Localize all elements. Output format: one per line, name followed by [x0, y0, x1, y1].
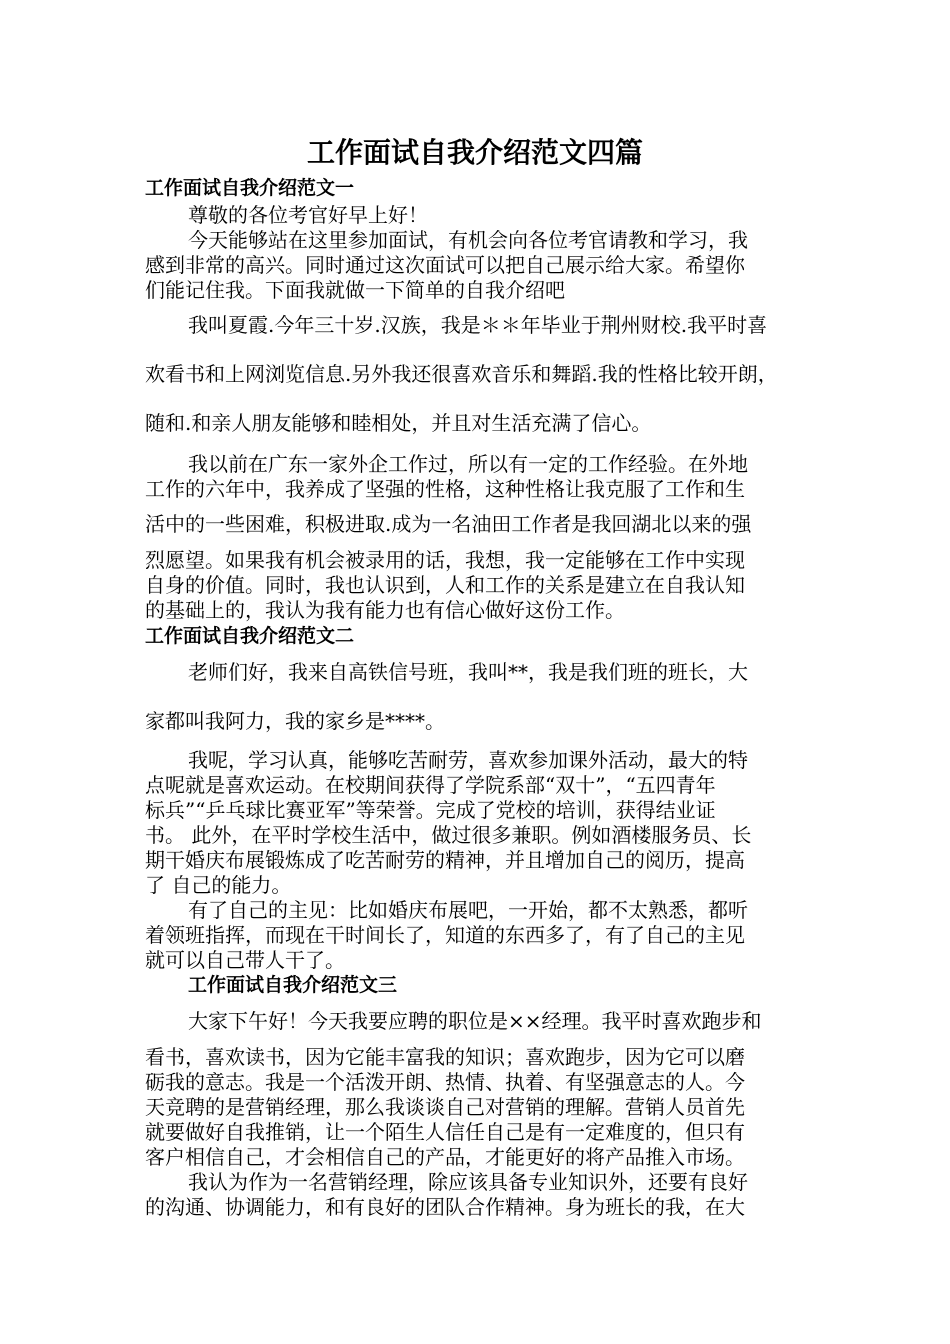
text-line: 的基础上的，我认为我有能力也有信心做好这份工作。: [145, 598, 625, 622]
text-line: 我认为作为一名营销经理，除应该具备专业知识外，还要有良好: [188, 1170, 748, 1194]
text-line: 们能记住我。下面我就做一下简单的自我介绍吧: [145, 278, 565, 302]
section-heading: 工作面试自我介绍范文三: [188, 974, 398, 996]
text-line: 客户相信自己，才会相信自己的产品，才能更好的将产品推入市场。: [145, 1145, 745, 1169]
text-line: 书。 此外，在平时学校生活中，做过很多兼职。例如酒楼服务员、长: [145, 823, 752, 847]
text-line: 家都叫我阿力，我的家乡是****。: [145, 709, 445, 733]
text-line: 点呢就是喜欢运动。在校期间获得了学院系部“双十”，“五四青年: [145, 773, 716, 797]
text-line: 工作的六年中，我养成了坚强的性格，这种性格让我克服了工作和生: [145, 477, 745, 501]
document-title: 工作面试自我介绍范文四篇: [306, 136, 643, 169]
text-line: 期干婚庆布展锻炼成了吃苦耐劳的精神，并且增加自己的阅历，提高: [145, 848, 745, 872]
text-line: 标兵”“乒乓球比赛亚军”等荣誉。完成了党校的培训，获得结业证: [145, 798, 716, 822]
text-line: 的沟通、协调能力，和有良好的团队合作精神。身为班长的我，在大: [145, 1195, 745, 1219]
text-line: 有了自己的主见：比如婚庆布展吧，一开始，都不太熟悉，都听: [188, 898, 748, 922]
text-line: 看书，喜欢读书，因为它能丰富我的知识；喜欢跑步，因为它可以磨: [145, 1045, 745, 1069]
text-line: 活中的一些困难，积极进取.成为一名油田工作者是我回湖北以来的强: [145, 512, 752, 536]
text-line: 自身的价值。同时，我也认识到，人和工作的关系是建立在自我认知: [145, 573, 745, 597]
text-line: 老师们好，我来自高铁信号班，我叫**，我是我们班的班长，大: [188, 660, 748, 684]
text-line: 感到非常的高兴。同时通过这次面试可以把自己展示给大家。希望你: [145, 253, 745, 277]
text-line: 天竞聘的是营销经理，那么我谈谈自己对营销的理解。营销人员首先: [145, 1095, 745, 1119]
text-line: 砺我的意志。我是一个活泼开朗、热情、执着、有坚强意志的人。今: [145, 1070, 745, 1094]
text-line: 欢看书和上网浏览信息.另外我还很喜欢音乐和舞蹈.我的性格比较开朗，: [145, 362, 778, 386]
text-line: 今天能够站在这里参加面试，有机会向各位考官请教和学习，我: [188, 228, 748, 252]
section-heading: 工作面试自我介绍范文二: [145, 625, 355, 647]
text-line: 我呢，学习认真，能够吃苦耐劳，喜欢参加课外活动，最大的特: [188, 748, 748, 772]
text-line: 就可以自己带人干了。: [145, 948, 345, 972]
text-line: 我以前在广东一家外企工作过，所以有一定的工作经验。在外地: [188, 452, 748, 476]
text-line: 烈愿望。如果我有机会被录用的话，我想，我一定能够在工作中实现: [145, 548, 745, 572]
text-line: 就要做好自我推销，让一个陌生人信任自己是有一定难度的，但只有: [145, 1120, 745, 1144]
text-line: 了 自己的能力。: [145, 873, 292, 897]
text-line: 着领班指挥，而现在干时间长了，知道的东西多了，有了自己的主见: [145, 923, 745, 947]
text-line: 尊敬的各位考官好早上好！: [188, 203, 428, 227]
text-line: 随和.和亲人朋友能够和睦相处，并且对生活充满了信心。: [145, 411, 652, 435]
text-line: 我叫夏霞.今年三十岁.汉族，我是＊＊年毕业于荆州财校.我平时喜: [188, 313, 768, 337]
text-line: 大家下午好！今天我要应聘的职位是××经理。我平时喜欢跑步和: [188, 1009, 762, 1033]
section-heading: 工作面试自我介绍范文一: [145, 177, 355, 199]
